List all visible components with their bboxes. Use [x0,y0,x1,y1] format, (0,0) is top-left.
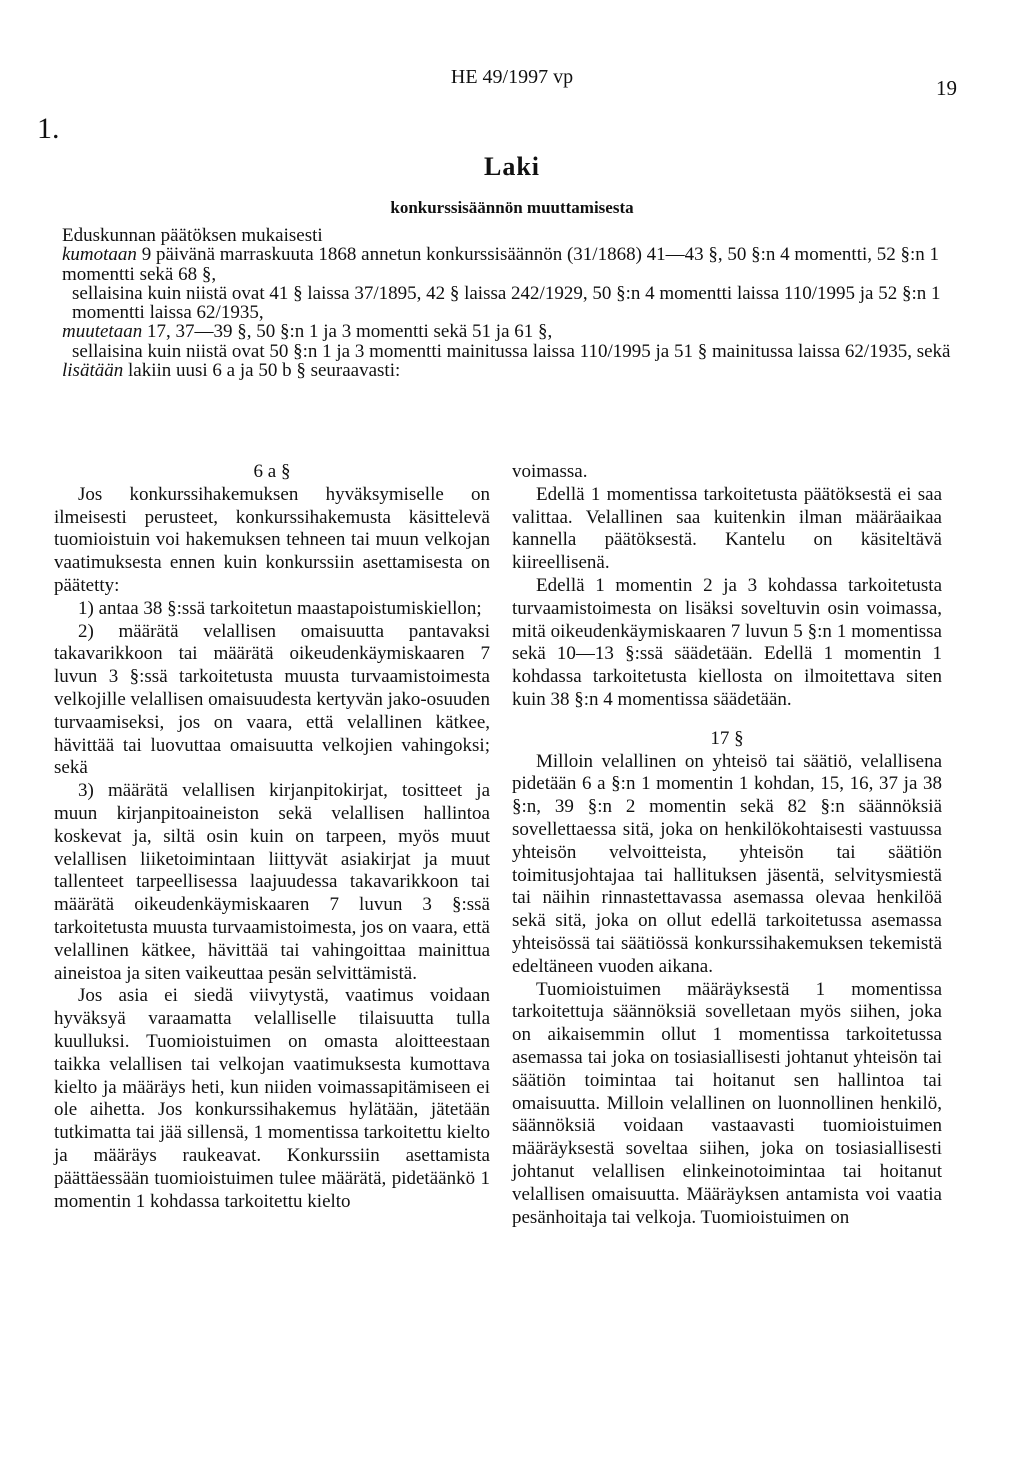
preamble-amend [62,322,968,341]
act-number: 1. [37,112,60,145]
section-6a-paragraph: Jos asia ei siedä viivytystä, vaatimus voidaan hyväksyä varaamatta velalliselle tilaisuutta tulla kuulluksi. Tuomioistuimen on omasta aloitteestaan taikka velallisen tai velkojan vaatimuksesta kumottava kielto ja määräys heti, kun niiden voimassapitämiseen ei ole aihetta. Jos konkurssihakemus hylätään, jätetään tutkimatta tai jää sillensä, 1 momentissa tarkoitettu kielto ja määräys raukeavat. Konkurssiin asettamista päättäessään tuomioistuimen tulee määrätä, pidetäänkö 1 momentin 1 kohdassa tarkoitettu kielto [54,985,490,1212]
section-17-paragraph: Tuomioistuimen määräyksestä 1 momentissa tarkoitettuja säännöksiä sovelletaan myös siihen, joka on aikaisemmin ollut 1 momentissa tarkoitetussa asemassa tai joka on tosiasiallisesti johtanut yhteisön tai säätiön toimintaa tai hoitanut sen hallintoa tai omaisuutta. Milloin velallinen on luonnollinen henkilö, säännöksiä voidaan vastaavasti tuomioistuimen määräyksestä soveltaa siihen, joka on tosiasiallisesti johtanut velallisen elinkeinotoimintaa tai hoitanut velallisen omaisuutta. Määräyksen antamista voi vaatia pesänhoitaja tai velkoja. Tuomioistuimen on [512,978,942,1228]
preamble-repeal-cont: sellaisina kuin niistä ovat 41 § laissa 37/1895, 42 § laissa 242/1929, 50 §:n 4 momentti laissa 110/1995 ja 52 §:n 1 momentti laissa 62/1935, [72,282,941,324]
section-spacer [512,712,942,728]
preamble [62,226,968,380]
section-heading-17: 17 § [710,727,744,749]
add-verb: lisätään [62,360,124,382]
section-17-paragraph: Milloin velallinen on yhteisö tai säätiö, velallisena pidetään 6 a §:n 1 momentin 1 kohdan, 15, 16, 37 ja 38 §:n, 39 §:n 2 momentin sekä 82 §:n säännöksiä sovellettaessa sitä, joka on henkilökohtaisesti vastuussa yhteisön velvoitteista, yhteisön tai säätiön toimitusjohtajaa tai hallituksen jäsentä, selvitysmiestä tai näihin rinnastettavassa asemassa olevaa henkilöä sekä sitä, joka on ollut edellä tarkoitetussa asemassa yhteisössä tai säätiössä konkurssihakemuksen tekemistä edeltäneen vuoden aikana. [512,750,942,977]
amend-verb: muutetaan [62,321,143,343]
left-column [54,461,490,1213]
document-code: HE 49/1997 vp [450,66,574,88]
preamble-repeal [62,245,968,284]
section-6a-item-2: 2) määrätä velallisen omaisuutta pantavaksi takavarikkoon tai määrätä oikeudenkäymiskaaren 7 luvun 3 §:ssä tarkoitetusta muusta turvaamistoimesta velkojille velallisen omaisuudesta kertyvän jako-osuuden turvaamiseksi, jos on vaara, että velallinen kätkee, hävittää tai luovuttaa omaisuutta velkojien vahingoksi; sekä [54,620,490,779]
preamble-amend-cont: sellaisina kuin niistä ovat 50 §:n 1 ja 3 momentti mainitussa laissa 110/1995 ja 51 § mainitussa laissa 62/1935, sekä [72,340,951,362]
add-text: lakiin uusi 6 a ja 50 b § seuraavasti: [123,360,401,382]
section-6a-paragraph: Edellä 1 momentin 2 ja 3 kohdassa tarkoitetusta turvaamistoimesta on lisäksi soveltuvin osin voimassa, mitä oikeudenkäymiskaaren 7 luvun 5 §:n 1 momentissa sekä 10—13 §:ssä säädetään. Edellä 1 momentin 1 kohdassa tarkoitetusta kiellosta on ilmoitettava siten kuin 38 §:n 4 momentissa säädetään. [512,574,942,710]
preamble-add [62,361,968,380]
section-6a-item-1: 1) antaa 38 §:ssä tarkoitetun maastapoistumiskiellon; [78,597,482,619]
repeal-verb: kumotaan [62,244,137,266]
amend-text: 17, 37—39 §, 50 §:n 1 ja 3 momentti sekä 51 ja 61 §, [142,321,553,343]
law-subtitle: konkurssisäännön muuttamisesta [390,198,634,217]
section-heading-6a: 6 a § [253,461,291,482]
right-column [512,461,942,1229]
section-6a-item-3: 3) määrätä velallisen kirjanpitokirjat, tositteet ja muun kirjanpitoaineiston sekä velallisen hallintoa koskevat ja, siltä osin kuin on tarpeen, myös muut velallisen liiketoimintaan liittyvät asiakirjat ja muut tallenteet tarpeellisessa laajuudessa takavarikkoon tai määrätä oikeudenkäymiskaaren 7 luvun 3 §:ssä tarkoitetusta muusta turvaamistoimesta, jos on vaara, että velallinen kätkee, hävittää tai vahingoittaa mainittua aineistoa ja siten vaikeuttaa pesän selvittämistä. [54,780,490,984]
law-title: Laki [483,152,541,181]
section-6a-paragraph: Edellä 1 momentissa tarkoitetusta päätöksestä ei saa valittaa. Velallinen saa kuitenkin ilman määräaikaa kannella päätöksestä. Kantelu on käsiteltävä kiireellisenä. [512,483,942,574]
preamble-intro: Eduskunnan päätöksen mukaisesti [62,225,323,246]
continuation-text: voimassa. [512,461,588,482]
repeal-text: 9 päivänä marraskuuta 1868 annetun konkurssisäännön (31/1868) 41—43 §, 50 §:n 4 momentti, 52 §:n 1 momentti sekä 68 §, [62,244,940,285]
page-number: 19 [936,76,957,100]
section-6a-paragraph: Jos konkurssihakemuksen hyväksymiselle on ilmeisesti perusteet, konkurssihakemusta käsittelevä tuomioistuin voi hakemuksen tehneen tai muun velkojan vaatimuksesta ennen kuin konkurssiin asettamisesta on päätetty: [54,483,490,596]
